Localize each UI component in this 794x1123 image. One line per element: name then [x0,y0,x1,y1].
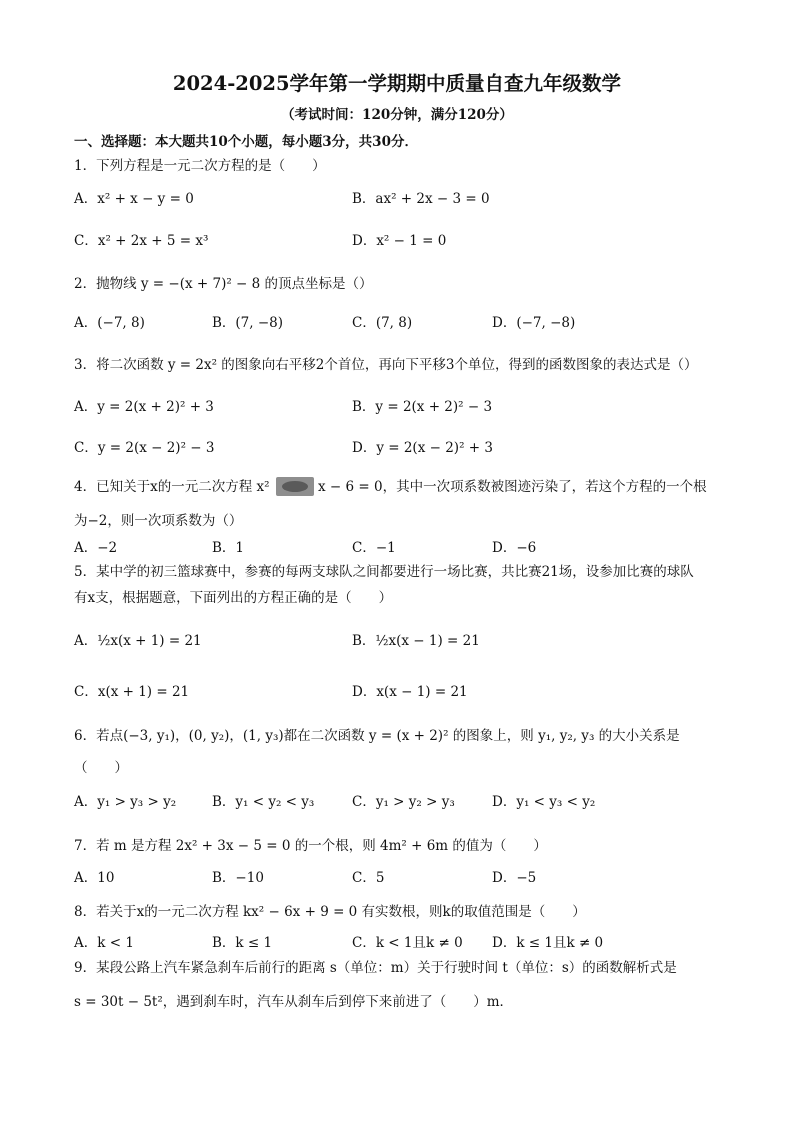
q9-stem-line2: s = 30t − 5t²，遇到刹车时，汽车从刹车后到停下来前进了（ ）m． [74,994,514,1010]
q1-option-a: A．x² + x − y = 0 [74,191,194,207]
q2-option-d: D．(−7, −8) [492,315,576,331]
q5-stem-line2: 有x支，根据题意，下面列出的方程正确的是（ ） [74,590,393,606]
q1-stem: 1．下列方程是一元二次方程的是（ ） [74,158,326,174]
q7-option-d: D．−5 [492,870,537,886]
q1-option-d: D．x² − 1 = 0 [352,233,447,249]
q4-option-b: B．1 [212,540,245,556]
q3-option-b: B．y = 2(x + 2)² − 3 [352,399,493,415]
q6-option-d: D．y₁ < y₃ < y₂ [492,794,596,810]
q8-option-d: D．k ≤ 1且k ≠ 0 [492,935,604,951]
q4-stem-line2: 为−2，则一次项系数为（） [74,513,243,529]
q6-stem-line1: 6．若点(−3, y₁)，(0, y₂)，(1, y₃)都在二次函数 y = (x + 2)² 的图象上，则 y₁, y₂, y₃ 的大小关系是 [74,728,680,744]
q8-option-a: A．k < 1 [74,935,134,951]
q2-option-c: C．(7, 8) [352,315,413,331]
q6-option-a: A．y₁ > y₃ > y₂ [74,794,177,810]
q3-option-c: C．y = 2(x − 2)² − 3 [74,440,215,456]
stain-blob [282,481,308,492]
q1-option-c: C．x² + 2x + 5 = x³ [74,233,209,249]
q2-stem: 2．抛物线 y = −(x + 7)² − 8 的顶点坐标是（） [74,276,373,292]
q6-option-b: B．y₁ < y₂ < y₃ [212,794,315,810]
q5-stem-line1: 5．某中学的初三篮球赛中，参赛的每两支球队之间都要进行一场比赛，共比赛21场，设参加比赛的球队 [74,564,694,580]
q3-stem: 3．将二次函数 y = 2x² 的图象向右平移2个首位，再向下平移3个单位，得到的函数图象的表达式是（） [74,357,698,373]
q4-option-d: D．−6 [492,540,537,556]
q4-stem-post: x − 6 = 0，其中一次项系数被图迹污染了，若这个方程的一个根 [318,479,707,495]
q4-option-c: C．−1 [352,540,396,556]
q5-option-a: A．½x(x + 1) = 21 [74,633,202,649]
q2-option-a: A．(−7, 8) [74,315,145,331]
q1-option-b: B．ax² + 2x − 3 = 0 [352,191,490,207]
q7-option-b: B．−10 [212,870,264,886]
q2-option-b: B．(7, −8) [212,315,284,331]
q4-option-a: A．−2 [74,540,118,556]
q5-option-d: D．x(x − 1) = 21 [352,684,468,700]
q6-stem-line2: （ ） [74,760,128,776]
q8-stem: 8．若关于x的一元二次方程 kx² − 6x + 9 = 0 有实数根，则k的取值范围是（ ） [74,904,586,920]
q5-option-c: C．x(x + 1) = 21 [74,684,190,700]
q8-option-b: B．k ≤ 1 [212,935,273,951]
exam-subtitle: （考试时间：120分钟，满分120分） [281,107,513,123]
q7-option-c: C．5 [352,870,385,886]
section-heading: 一、选择题：本大题共10个小题，每小题3分，共30分． [74,134,418,150]
q9-stem-line1: 9．某段公路上汽车紧急刹车后前行的距离 s（单位：m）关于行驶时间 t（单位：s）的函数解析式是 [74,960,677,976]
q8-option-c: C．k < 1且k ≠ 0 [352,935,463,951]
q6-option-c: C．y₁ > y₂ > y₃ [352,794,455,810]
q7-option-a: A．10 [74,870,115,886]
ink-stain-image [276,477,314,496]
q5-option-b: B．½x(x − 1) = 21 [352,633,480,649]
q7-stem: 7．若 m 是方程 2x² + 3x − 5 = 0 的一个根，则 4m² + 6m 的值为（ ） [74,838,547,854]
exam-title: 2024-2025学年第一学期期中质量自查九年级数学 [172,72,622,95]
q3-option-d: D．y = 2(x − 2)² + 3 [352,440,493,456]
q3-option-a: A．y = 2(x + 2)² + 3 [74,399,214,415]
q4-stem-pre: 4．已知关于x的一元二次方程 x² [74,479,270,495]
